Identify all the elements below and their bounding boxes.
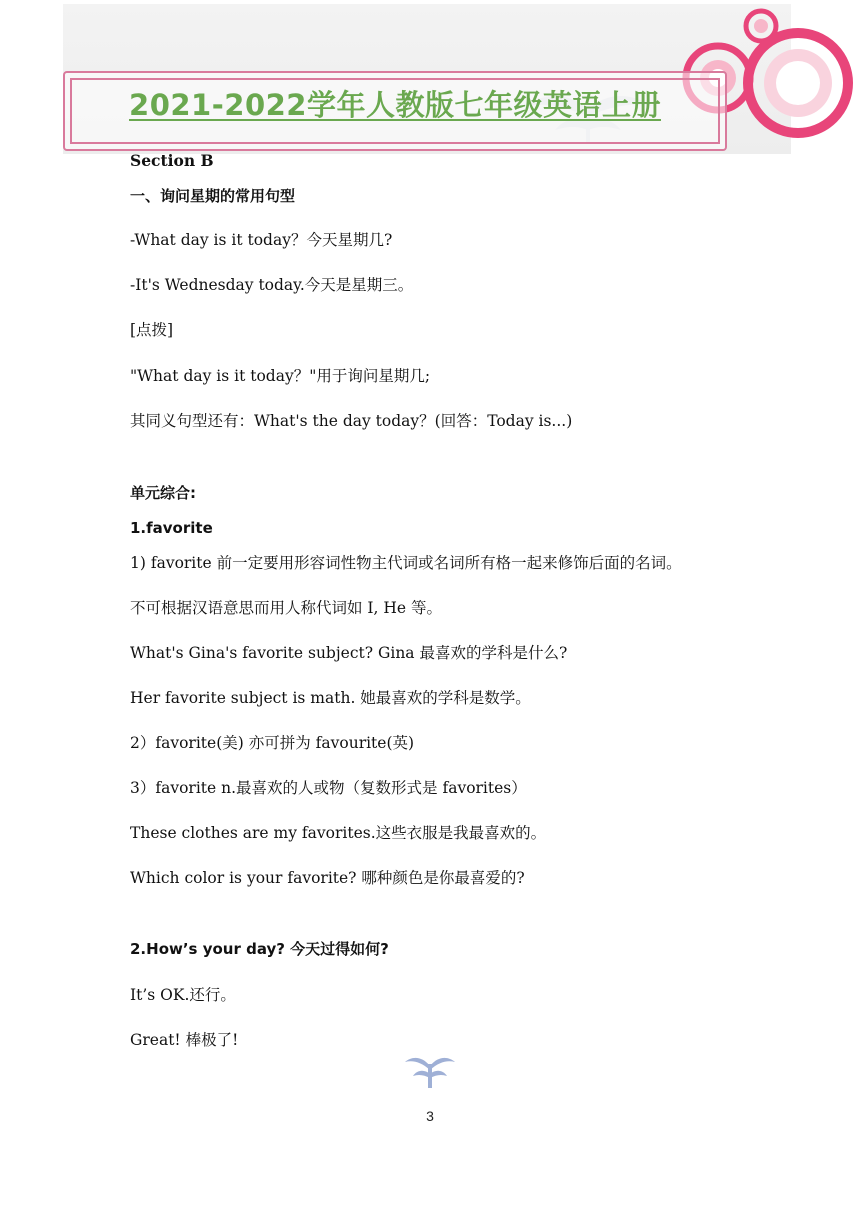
unit-summary-heading: 单元综合:: [130, 484, 196, 502]
header-banner: [63, 4, 791, 154]
tip-label: [点拨]: [130, 321, 174, 339]
favorite-point-1: 1) favorite 前一定要用形容词性物主代词或名词所有格一起来修饰后面的名词。: [130, 554, 682, 572]
answer-line: -It's Wednesday today.今天是星期三。: [130, 276, 414, 294]
title-frame: [63, 71, 727, 151]
favorite-heading: 1.favorite: [130, 519, 213, 537]
how-is-your-day-heading: 2.How’s your day? 今天过得如何?: [130, 940, 389, 958]
favorite-note: 不可根据汉语意思而用人称代词如 I, He 等。: [130, 599, 443, 617]
favorite-point-3: 3）favorite n.最喜欢的人或物（复数形式是 favorites）: [130, 779, 527, 797]
favorite-point-2: 2）favorite(美) 亦可拼为 favourite(英): [130, 734, 415, 752]
day-answer-2: Great! 棒极了!: [130, 1031, 239, 1049]
synonym-line: 其同义句型还有：What's the day today？(回答：Today is...): [130, 412, 573, 430]
tip-text: "What day is it today？"用于询问星期几;: [130, 367, 431, 385]
page-number: 3: [426, 1108, 434, 1124]
section-heading: Section B: [130, 151, 214, 170]
document-title: 2021-2022学年人教版七年级英语上册: [129, 88, 661, 122]
day-answer-1: It’s OK.还行。: [130, 986, 236, 1004]
favorite-example-4: Which color is your favorite? 哪种颜色是你最喜爱的?: [130, 869, 525, 887]
part1-heading: 一、询问星期的常用句型: [130, 187, 296, 205]
favorite-example-2: Her favorite subject is math. 她最喜欢的学科是数学。: [130, 689, 531, 707]
sprig-icon: [404, 1052, 456, 1088]
favorite-example-3: These clothes are my favorites.这些衣服是我最喜欢的。: [130, 824, 547, 842]
favorite-example-1: What's Gina's favorite subject? Gina 最喜欢的学科是什么?: [130, 644, 568, 662]
question-line: -What day is it today？今天星期几?: [130, 231, 393, 249]
